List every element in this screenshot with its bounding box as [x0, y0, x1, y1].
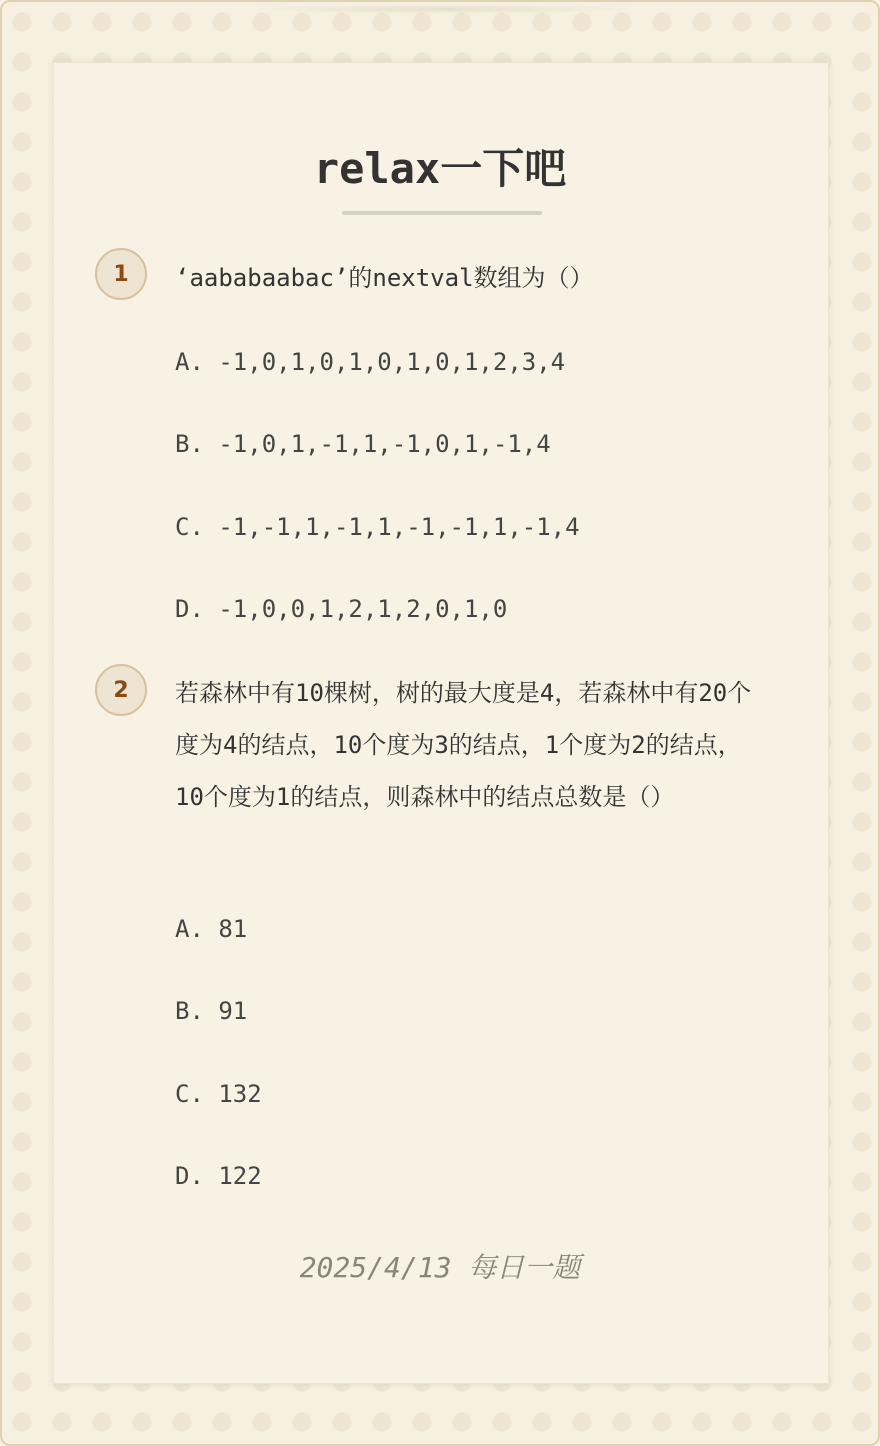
- option-b[interactable]: B. 91: [175, 997, 248, 1025]
- question-number-badge: 2: [95, 664, 147, 716]
- decorative-shadow: [242, 4, 642, 14]
- option-d[interactable]: D. -1,0,0,1,2,1,2,0,1,0: [175, 595, 508, 623]
- question-text: 若森林中有10棵树，树的最大度是4，若森林中有20个度为4的结点，10个度为3的结点，1个度为2的结点，10个度为1的结点，则森林中的结点总数是（）: [175, 679, 752, 811]
- option-d[interactable]: D. 122: [175, 1162, 262, 1190]
- page-title: relax一下吧: [313, 144, 567, 193]
- option-b[interactable]: B. -1,0,1,-1,1,-1,0,1,-1,4: [175, 430, 551, 458]
- question-number-badge: 1: [95, 248, 147, 300]
- option-c[interactable]: C. -1,-1,1,-1,1,-1,-1,1,-1,4: [175, 513, 580, 541]
- footer-date: 2025/4/13 每日一题: [299, 1251, 581, 1284]
- option-c[interactable]: C. 132: [175, 1080, 262, 1108]
- question-text: ‘aababaabac’的nextval数组为（）: [175, 264, 594, 292]
- title-underline: [342, 211, 542, 215]
- option-a[interactable]: A. 81: [175, 915, 248, 943]
- option-a[interactable]: A. -1,0,1,0,1,0,1,0,1,2,3,4: [175, 348, 566, 376]
